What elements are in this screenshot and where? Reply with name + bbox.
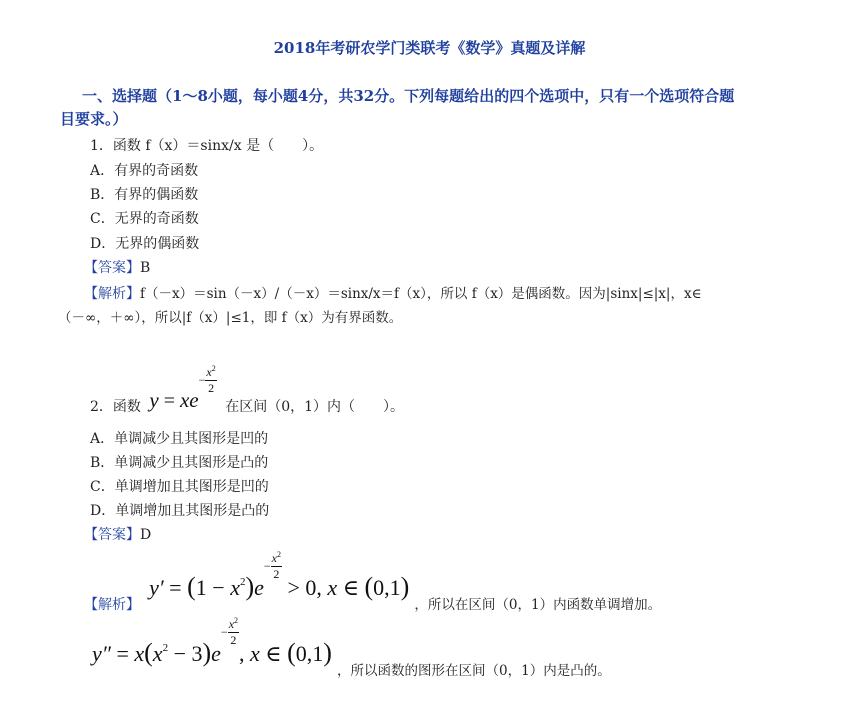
q2-option-b: B．单调减少且其图形是凸的: [90, 455, 269, 471]
q2-analysis-text1: ，所以在区间（0，1）内函数单调增加。: [414, 597, 662, 613]
q1-answer: [84, 257, 150, 277]
q1-option-d: D．无界的偶函数: [90, 236, 200, 252]
q1-analysis-text1: f（－x）＝sin（－x）/（－x）＝sinx/x＝f（x），所以 f（x）是偶函数。因为|sinx|≤|x|，x∈: [140, 286, 702, 302]
q2-option-a: A．单调减少且其图形是凹的: [90, 431, 269, 447]
q1-answer-value: B: [140, 260, 151, 276]
q2-stem-prefix: 2．函数: [90, 399, 141, 415]
first-derivative-formula: $y' = (1 - x^2)e-$ $\frac{x^2}{2}$ > 0, x ∈ (0,1): [149, 550, 410, 601]
q2-option-c: C．单调增加且其图形是凹的: [90, 479, 269, 495]
q1-option-a: A．有界的奇函数: [90, 163, 199, 179]
q1-answer-label: 【答案】: [84, 260, 140, 276]
q1-option-b: B．有界的偶函数: [90, 187, 199, 203]
q2-answer: [84, 524, 151, 544]
second-derivative-formula: $y'' = x(x^2 - 3)e-$ $\frac{x^2}{2}$ , x ∈ (0,1): [92, 616, 332, 667]
document-title: 2018年考研农学门类联考《数学》真题及详解: [273, 39, 586, 57]
q2-analysis-label: 【解析】: [84, 597, 140, 613]
q2-analysis-line2: [92, 616, 611, 679]
section-heading-line2: 目要求。）: [60, 110, 128, 128]
q2-stem-suffix: 在区间（0，1）内（ ）。: [225, 399, 405, 415]
q2-analysis-text2: ，所以函数的图形在区间（0，1）内是凸的。: [337, 663, 611, 679]
q1-option-c: C．无界的奇函数: [90, 211, 199, 227]
q2-function-formula: y = xe− $\frac{x^2}{2}$: [149, 364, 216, 412]
q2-stem: [90, 364, 405, 415]
q1-stem: 1．函数 f（x）＝sinx/x 是（ ）。: [90, 138, 324, 154]
q2-answer-label: 【答案】: [84, 527, 140, 543]
q2-option-d: D．单调增加且其图形是凸的: [90, 503, 270, 519]
q1-analysis-line1: [84, 282, 702, 303]
q1-analysis-label: 【解析】: [84, 286, 140, 302]
section-heading-line1: 一、选择题（1～8小题，每小题4分，共32分。下列每题给出的四个选项中，只有一个选项符合题: [82, 87, 735, 105]
q2-answer-value: D: [140, 527, 152, 543]
q1-analysis-line2: （－∞，＋∞），所以|f（x）|≤1，即 f（x）为有界函数。: [58, 310, 403, 326]
q2-analysis-line1: [84, 550, 662, 613]
